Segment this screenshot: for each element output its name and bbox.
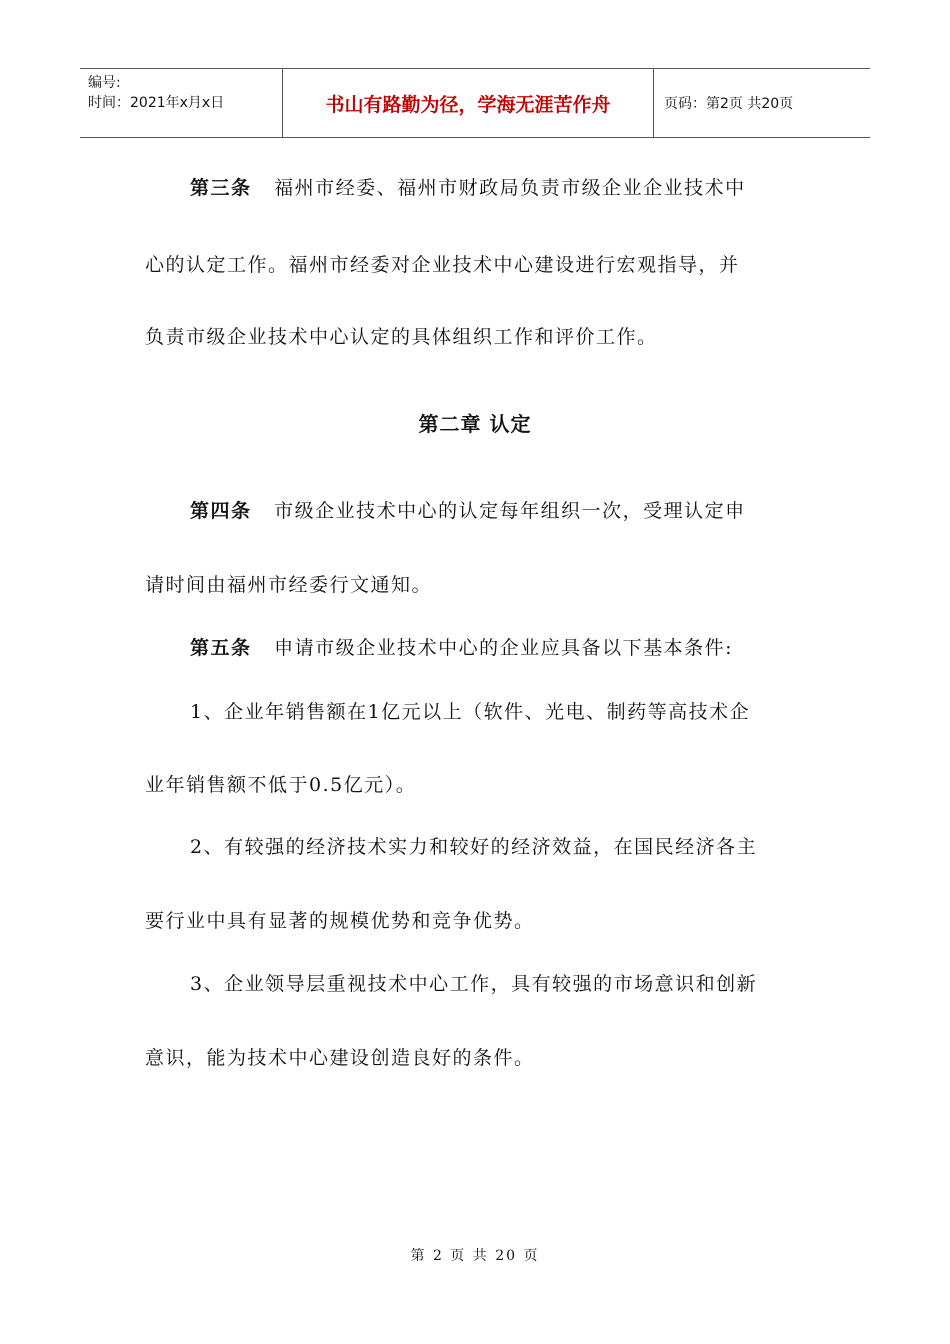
article-5-line-1	[190, 633, 733, 660]
doc-number-label: 编号:	[88, 75, 121, 91]
article-5-text: 申请市级企业技术中心的企业应具备以下基本条件:	[274, 637, 734, 659]
item-2-line-2: 要行业中具有显著的规模优势和竞争优势。	[145, 910, 535, 932]
item-2-line-1: 2、有较强的经济技术实力和较好的经济效益，在国民经济各主	[190, 836, 758, 858]
item-1-line-1: 1、企业年销售额在1亿元以上（软件、光电、制药等高技术企	[190, 701, 751, 723]
article-3-line-2: 心的认定工作。福州市经委对企业技术中心建设进行宏观指导，并	[145, 254, 740, 276]
item-1-line-2: 业年销售额不低于0.5亿元）。	[145, 774, 417, 796]
item-3-line-2: 意识，能为技术中心建设创造良好的条件。	[145, 1047, 535, 1069]
page-header	[80, 68, 870, 138]
article-4-line-1	[190, 496, 746, 523]
item-3-line-1: 3、企业领导层重视技术中心工作，具有较强的市场意识和创新	[190, 973, 758, 995]
header-motto: 书山有路勤为径，学海无涯苦作舟	[282, 69, 654, 137]
article-4-line-2: 请时间由福州市经委行文通知。	[145, 574, 433, 596]
article-3-title: 第三条	[190, 177, 252, 199]
page-footer: 第 2 页 共 20 页	[410, 1248, 540, 1264]
chapter-title: 第二章 认定	[418, 412, 532, 436]
header-meta	[80, 69, 282, 137]
doc-time: 时间：2021年x月x日	[88, 95, 225, 111]
header-page-info: 页码：第2页 共20页	[664, 96, 794, 112]
article-4-text: 市级企业技术中心的认定每年组织一次，受理认定申	[274, 500, 746, 522]
article-3-text: 福州市经委、福州市财政局负责市级企业企业技术中	[274, 177, 746, 199]
article-3-line-3: 负责市级企业技术中心认定的具体组织工作和评价工作。	[145, 326, 658, 348]
article-4-title: 第四条	[190, 500, 252, 522]
article-5-title: 第五条	[190, 637, 252, 659]
article-3-line-1	[190, 173, 746, 200]
